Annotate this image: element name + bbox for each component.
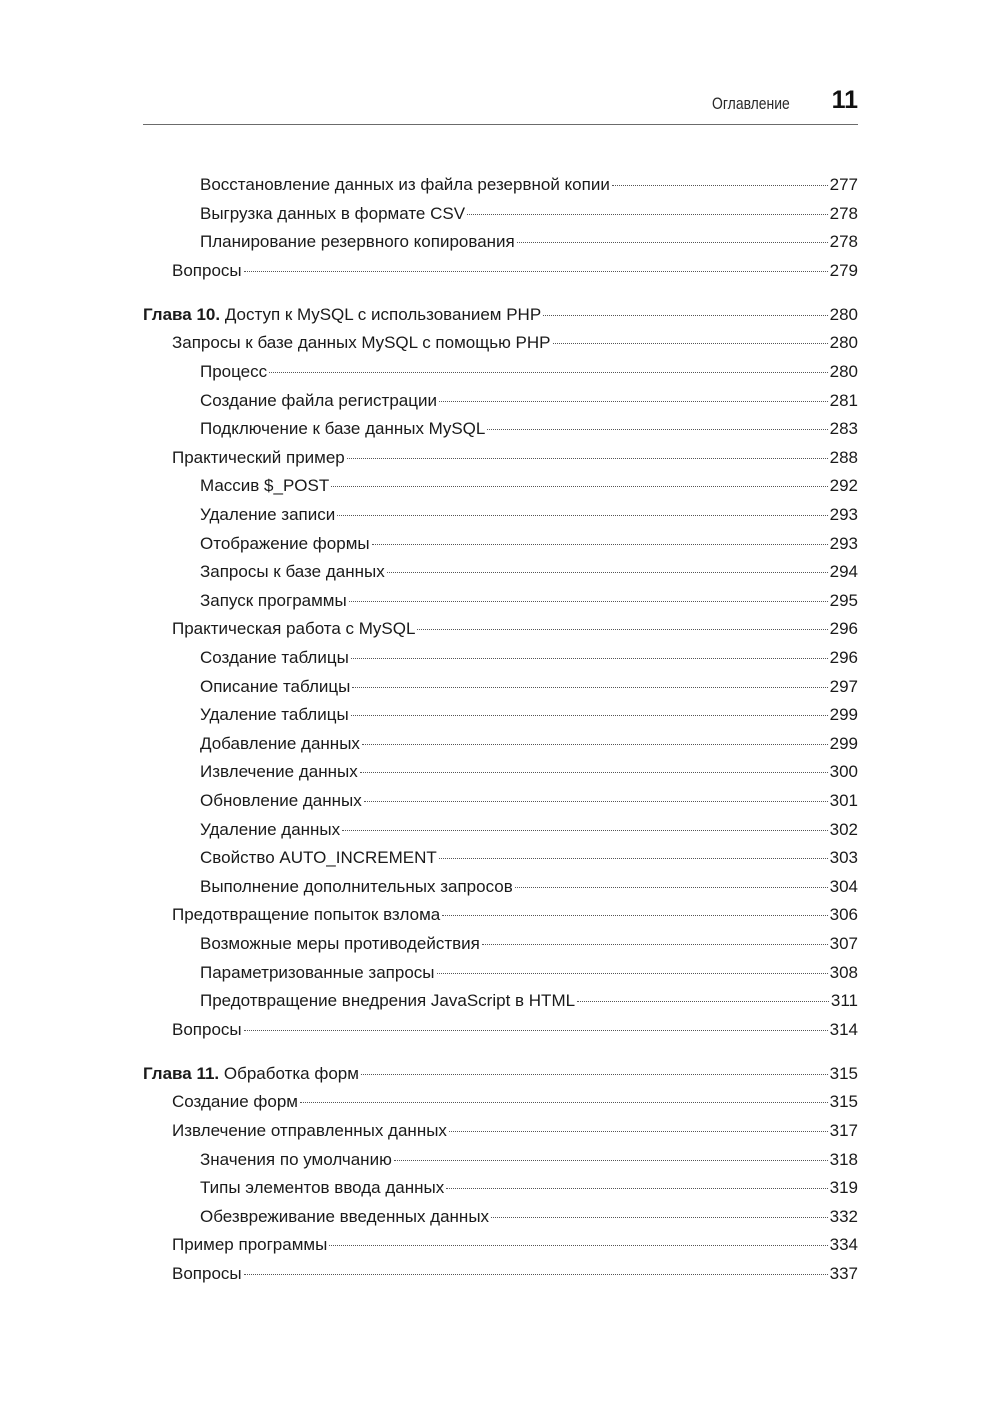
page-header	[143, 84, 858, 125]
toc-entry-title: Выгрузка данных в формате CSV	[200, 203, 466, 223]
toc-entry-label	[200, 530, 370, 559]
dot-leader	[437, 972, 828, 974]
toc-entry[interactable]	[143, 329, 858, 358]
dot-leader	[352, 686, 827, 688]
toc-entry-title: Обработка форм	[219, 1063, 359, 1083]
toc-entry[interactable]	[143, 959, 858, 988]
toc-entry-label	[200, 873, 513, 902]
toc-section	[143, 301, 858, 1044]
toc-entry-title: Практический пример	[172, 447, 345, 467]
toc-entry-label	[172, 444, 345, 473]
toc-entry-title: Массив $_POST	[200, 476, 330, 496]
toc-entry[interactable]	[143, 558, 858, 587]
toc-entry[interactable]	[143, 415, 858, 444]
toc-entry-title: Свойство AUTO_INCREMENT	[200, 848, 437, 868]
toc-entry-label	[200, 558, 385, 587]
toc-entry-title: Создание файла регистрации	[200, 390, 437, 410]
dot-leader	[553, 342, 828, 344]
toc-entry-title: Удаление записи	[200, 505, 336, 525]
toc-entry-title: Запросы к базе данных MySQL с помощью PHP	[172, 333, 551, 353]
toc-entry-title: Вопросы	[172, 1263, 242, 1283]
toc-entry-title: Планирование резервного копирования	[200, 232, 515, 252]
toc-entry-label	[172, 1117, 447, 1146]
toc-entry[interactable]	[143, 930, 858, 959]
toc-entry-label	[200, 387, 437, 416]
toc-page-number: 296	[829, 619, 858, 639]
toc-entry-label	[143, 1060, 359, 1089]
toc-entry[interactable]	[143, 444, 858, 473]
dot-leader	[387, 571, 828, 573]
toc-entry[interactable]	[143, 1174, 858, 1203]
dot-leader	[543, 314, 827, 316]
toc-page-number: 308	[829, 962, 858, 982]
toc-entry[interactable]	[143, 387, 858, 416]
toc-page-number: 293	[829, 505, 858, 525]
toc-entry-label	[200, 228, 515, 257]
toc-entry-label	[200, 171, 610, 200]
toc-entry[interactable]	[143, 758, 858, 787]
toc-entry[interactable]	[143, 530, 858, 559]
toc-entry-label	[172, 901, 440, 930]
toc-entry-label	[200, 701, 349, 730]
toc-entry-title: Извлечение данных	[200, 762, 358, 782]
toc-entry[interactable]	[143, 787, 858, 816]
toc-entry[interactable]	[143, 171, 858, 200]
toc-section	[143, 171, 858, 285]
toc-entry-label	[200, 1203, 489, 1232]
dot-leader	[244, 1273, 828, 1275]
dot-leader	[491, 1216, 828, 1218]
toc-entry-label	[143, 301, 541, 330]
toc-chapter-entry[interactable]	[143, 1060, 858, 1089]
toc-entry-title: Создание таблицы	[200, 648, 349, 667]
toc-entry[interactable]	[143, 816, 858, 845]
toc-entry[interactable]	[143, 615, 858, 644]
toc-page-number: 288	[829, 447, 858, 467]
running-title: Оглавление	[712, 94, 790, 113]
dot-leader	[467, 213, 828, 215]
toc-entry-label	[200, 844, 437, 873]
toc-page-number: 319	[829, 1178, 858, 1198]
toc-entry[interactable]	[143, 358, 858, 387]
toc-entry-title: Практическая работа с MySQL	[172, 619, 416, 639]
toc-entry-title: Восстановление данных из файла резервной копии	[200, 175, 610, 194]
toc-entry-label	[172, 1016, 242, 1045]
toc-entry-title: Предотвращение внедрения JavaScript в HTML	[200, 991, 576, 1011]
toc-entry-title: Запуск программы	[200, 590, 347, 610]
toc-page-number: 280	[829, 362, 858, 382]
toc-entry-label	[200, 816, 340, 845]
toc-page-number: 304	[829, 876, 858, 896]
dot-leader	[364, 800, 828, 802]
toc-entry-label	[172, 329, 551, 358]
toc-entry[interactable]	[143, 901, 858, 930]
toc-entry[interactable]	[143, 472, 858, 501]
toc-entry-title: Значения по умолчанию	[200, 1149, 392, 1169]
toc-entry[interactable]	[143, 1203, 858, 1232]
toc-entry-title: Процесс	[200, 362, 268, 382]
toc-entry[interactable]	[143, 501, 858, 530]
toc-entry[interactable]	[143, 587, 858, 616]
toc-entry-label	[172, 615, 415, 644]
toc-page-number: 307	[829, 933, 858, 953]
toc-entry[interactable]	[143, 673, 858, 702]
dot-leader	[351, 657, 828, 659]
toc-page-number: 294	[829, 562, 858, 582]
toc-entry[interactable]	[143, 1016, 858, 1045]
toc-entry[interactable]	[143, 701, 858, 730]
toc-entry-label	[200, 472, 329, 501]
dot-leader	[337, 514, 827, 516]
dot-leader	[442, 914, 827, 916]
toc-page-number: 301	[829, 790, 858, 810]
dot-leader	[244, 270, 828, 272]
toc-entry[interactable]	[143, 844, 858, 873]
toc-entry-title: Запросы к базе данных	[200, 562, 385, 582]
toc-entry-title: Предотвращение попыток взлома	[172, 905, 441, 925]
toc-entry-title: Удаление данных	[200, 819, 341, 839]
toc-page-number: 302	[829, 819, 858, 839]
dot-leader	[347, 457, 828, 459]
toc-entry-label	[172, 257, 242, 286]
dot-leader	[439, 400, 828, 402]
toc-page-number: 332	[829, 1206, 858, 1226]
dot-leader	[482, 943, 828, 945]
toc-entry[interactable]	[143, 873, 858, 902]
toc-entry-title: Удаление таблицы	[200, 705, 349, 725]
toc-page-number: 317	[829, 1121, 858, 1140]
dot-leader	[449, 1130, 828, 1132]
dot-leader	[342, 829, 827, 831]
toc-entry[interactable]	[143, 1088, 858, 1117]
toc-entry-label	[172, 1088, 298, 1117]
toc-entry[interactable]	[143, 987, 858, 1016]
toc-entry-label	[200, 787, 362, 816]
toc-page-number: 281	[829, 390, 858, 410]
toc-page-number: 314	[829, 1019, 858, 1039]
toc-page-number: 295	[829, 590, 858, 610]
toc-entry-label	[200, 644, 349, 673]
toc-entry-title: Типы элементов ввода данных	[200, 1178, 445, 1198]
chapter-number: Глава 10.	[143, 304, 221, 324]
toc-entry-label	[200, 415, 485, 444]
toc-section	[143, 1060, 858, 1289]
toc-entry-title: Вопросы	[172, 260, 242, 280]
table-of-contents	[143, 171, 858, 1289]
toc-page-number: 299	[829, 733, 858, 753]
toc-entry-title: Параметризованные запросы	[200, 962, 435, 982]
dot-leader	[269, 371, 827, 373]
chapter-number: Глава 11.	[143, 1063, 220, 1083]
toc-entry[interactable]	[143, 257, 858, 286]
toc-entry-label	[200, 959, 435, 988]
dot-leader	[515, 886, 828, 888]
toc-page-number: 283	[829, 419, 858, 439]
toc-entry-title: Отображение формы	[200, 533, 370, 553]
dot-leader	[577, 1000, 829, 1002]
dot-leader	[244, 1029, 828, 1031]
toc-page-number: 279	[829, 260, 858, 280]
dot-leader	[612, 184, 828, 186]
toc-entry-title: Возможные меры противодействия	[200, 933, 480, 953]
toc-entry-label	[200, 358, 267, 387]
dot-leader	[331, 485, 827, 487]
toc-entry-title: Обезвреживание введенных данных	[200, 1206, 490, 1226]
toc-entry-title: Вопросы	[172, 1019, 242, 1039]
toc-page-number: 299	[829, 705, 858, 725]
dot-leader	[394, 1159, 828, 1161]
dot-leader	[361, 1073, 828, 1075]
toc-entry[interactable]	[143, 644, 858, 673]
dot-leader	[351, 714, 828, 716]
toc-page-number: 278	[829, 232, 858, 252]
toc-entry-label	[200, 587, 347, 616]
toc-entry-title: Обновление данных	[200, 790, 362, 810]
toc-page-number: 318	[829, 1149, 858, 1169]
toc-page-number: 277	[829, 175, 858, 194]
toc-entry-label	[200, 200, 465, 229]
toc-chapter-entry[interactable]	[143, 301, 858, 330]
dot-leader	[517, 241, 828, 243]
toc-entry-label	[200, 1174, 444, 1203]
toc-entry-label	[200, 987, 575, 1016]
toc-page-number: 303	[829, 848, 858, 868]
toc-entry-label	[200, 501, 335, 530]
toc-page-number: 315	[829, 1063, 858, 1083]
toc-page-number: 315	[829, 1092, 858, 1112]
toc-entry-title: Извлечение отправленных данных	[172, 1121, 447, 1140]
toc-entry-label	[200, 673, 350, 702]
toc-entry-title: Доступ к MySQL с использованием PHP	[220, 304, 542, 324]
toc-entry-label	[200, 730, 360, 759]
toc-entry-title: Подключение к базе данных MySQL	[200, 419, 486, 439]
toc-entry[interactable]	[143, 1117, 858, 1146]
dot-leader	[417, 628, 827, 630]
page-number: 11	[831, 86, 858, 114]
dot-leader	[439, 857, 828, 859]
toc-page-number: 293	[829, 533, 858, 553]
toc-page-number: 334	[829, 1235, 858, 1255]
toc-entry-label	[200, 930, 480, 959]
toc-page-number: 337	[829, 1263, 858, 1283]
toc-entry-label	[200, 1146, 392, 1175]
toc-page-number: 296	[829, 648, 858, 667]
toc-entry-label	[172, 1260, 242, 1289]
toc-entry[interactable]	[143, 730, 858, 759]
toc-entry-title: Пример программы	[172, 1235, 328, 1255]
toc-entry[interactable]	[143, 1146, 858, 1175]
toc-entry[interactable]	[143, 1231, 858, 1260]
toc-page-number: 297	[829, 676, 858, 696]
toc-page-number: 306	[829, 905, 858, 925]
toc-entry-title: Добавление данных	[200, 733, 360, 753]
toc-entry-title: Создание форм	[172, 1092, 298, 1112]
toc-entry[interactable]	[143, 228, 858, 257]
toc-page-number: 278	[829, 203, 858, 223]
toc-entry-label	[172, 1231, 327, 1260]
toc-entry-title: Выполнение дополнительных запросов	[200, 876, 513, 896]
toc-page-number: 280	[829, 333, 858, 353]
dot-leader	[349, 600, 828, 602]
toc-entry[interactable]	[143, 200, 858, 229]
toc-page-number: 300	[829, 762, 858, 782]
dot-leader	[300, 1101, 828, 1103]
toc-page-number: 280	[829, 304, 858, 324]
toc-entry-label	[200, 758, 358, 787]
toc-page-number: 292	[829, 476, 858, 496]
dot-leader	[487, 428, 827, 430]
dot-leader	[362, 743, 828, 745]
toc-page-number: 311	[830, 991, 858, 1011]
toc-entry[interactable]	[143, 1260, 858, 1289]
dot-leader	[446, 1187, 827, 1189]
toc-entry-title: Описание таблицы	[200, 676, 351, 696]
dot-leader	[372, 543, 828, 545]
dot-leader	[329, 1244, 827, 1246]
dot-leader	[360, 771, 828, 773]
